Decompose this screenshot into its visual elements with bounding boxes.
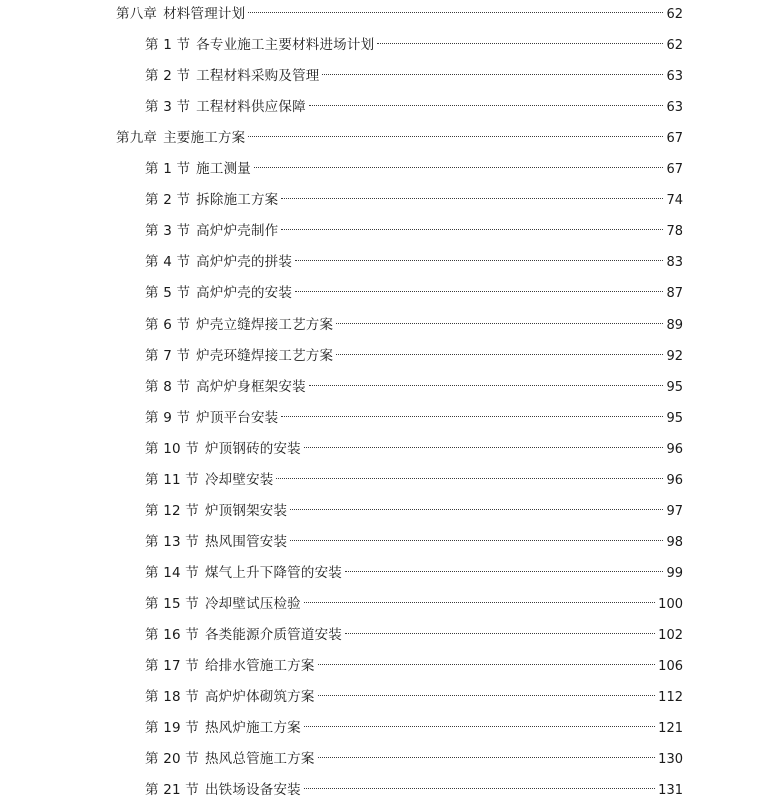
toc-page-number: 62 bbox=[666, 38, 683, 54]
toc-entry-title: 出铁场设备安装 bbox=[204, 782, 301, 799]
dot-leader bbox=[304, 447, 664, 448]
dot-leader bbox=[318, 757, 656, 758]
dot-leader bbox=[254, 167, 663, 168]
toc-entry-title: 炉顶钢砖的安装 bbox=[204, 440, 301, 457]
toc-entry-title: 工程材料采购及管理 bbox=[196, 68, 320, 85]
toc-page-number: 96 bbox=[666, 472, 683, 488]
toc-entry-number: 第 17 节 bbox=[145, 658, 199, 675]
toc-entry-number: 第 16 节 bbox=[145, 627, 199, 643]
toc-entry-title: 高炉炉壳的拼装 bbox=[196, 254, 293, 271]
toc-entry-number: 第 18 节 bbox=[145, 689, 199, 706]
toc-entry-number: 第 9 节 bbox=[145, 409, 191, 426]
toc-entry-label bbox=[145, 744, 315, 775]
toc-page-number: 97 bbox=[666, 503, 683, 519]
toc-section-entry[interactable] bbox=[145, 92, 683, 123]
toc-entry-number: 第 14 节 bbox=[145, 564, 199, 581]
dot-leader bbox=[248, 136, 663, 137]
toc-entry-number: 第 1 节 bbox=[145, 161, 191, 178]
toc-entry-title: 冷却壁试压检验 bbox=[204, 595, 301, 612]
toc-page-number: 98 bbox=[666, 534, 683, 550]
dot-leader bbox=[295, 260, 663, 261]
toc-entry-label bbox=[145, 92, 306, 123]
toc-page-number: 62 bbox=[666, 7, 683, 22]
toc-section-entry[interactable] bbox=[145, 651, 683, 682]
dot-leader bbox=[377, 43, 663, 44]
toc-entry-number: 第八章 bbox=[116, 6, 158, 22]
toc-entry-label bbox=[145, 651, 315, 682]
toc-section-entry[interactable] bbox=[145, 713, 683, 744]
toc-section-entry[interactable] bbox=[145, 403, 683, 434]
toc-entry-label bbox=[145, 713, 301, 744]
toc-entry-label bbox=[116, 0, 245, 30]
toc-entry-label bbox=[145, 558, 342, 589]
dot-leader bbox=[295, 291, 663, 292]
dot-leader bbox=[276, 478, 663, 479]
toc-entry-number: 第 2 节 bbox=[145, 192, 191, 209]
dot-leader bbox=[281, 229, 663, 230]
toc-entry-number: 第 11 节 bbox=[145, 471, 199, 488]
toc-section-entry[interactable] bbox=[145, 496, 683, 527]
toc-entry-number: 第 5 节 bbox=[145, 285, 191, 302]
toc-entry-number: 第 6 节 bbox=[145, 316, 191, 333]
toc-page-number: 130 bbox=[658, 752, 683, 768]
toc-entry-title: 各专业施工主要材料进场计划 bbox=[196, 37, 375, 54]
toc-section-entry[interactable] bbox=[145, 682, 683, 713]
toc-section-entry[interactable] bbox=[145, 775, 683, 806]
toc-entry-title: 炉壳立缝焊接工艺方案 bbox=[196, 316, 334, 333]
toc-entry-label bbox=[145, 620, 342, 651]
toc-page-number: 74 bbox=[666, 193, 683, 209]
toc-page-number: 112 bbox=[658, 690, 683, 706]
toc-page-number: 131 bbox=[658, 783, 683, 799]
toc-entry-title: 给排水管施工方案 bbox=[204, 658, 315, 675]
toc-section-entry[interactable] bbox=[145, 154, 683, 185]
toc-section-entry[interactable] bbox=[145, 372, 683, 403]
toc-entry-title: 热风总管施工方案 bbox=[204, 751, 315, 768]
dot-leader bbox=[336, 354, 663, 355]
toc-page-number: 121 bbox=[658, 721, 683, 737]
toc-entry-title: 炉壳环缝焊接工艺方案 bbox=[196, 347, 334, 364]
toc-section-entry[interactable] bbox=[145, 341, 683, 372]
toc-entry-label bbox=[145, 434, 301, 465]
toc-entry-label bbox=[145, 278, 292, 309]
toc-entry-label bbox=[145, 775, 301, 806]
toc-page-number: 63 bbox=[666, 69, 683, 85]
toc-entry-label bbox=[145, 682, 315, 713]
toc-section-entry[interactable] bbox=[145, 247, 683, 278]
toc-entry-title: 高炉炉壳制作 bbox=[196, 223, 279, 240]
toc-page-number: 99 bbox=[666, 565, 683, 581]
toc-section-entry[interactable] bbox=[145, 558, 683, 589]
toc-entry-number: 第 10 节 bbox=[145, 440, 199, 457]
dot-leader bbox=[281, 198, 663, 199]
dot-leader bbox=[281, 416, 663, 417]
toc-section-entry[interactable] bbox=[145, 30, 683, 61]
toc-entry-title: 炉顶平台安装 bbox=[196, 409, 279, 426]
toc-entry-label bbox=[145, 154, 251, 185]
dot-leader bbox=[309, 105, 664, 106]
toc-entry-label bbox=[145, 30, 374, 61]
toc-chapter-entry[interactable] bbox=[116, 123, 683, 154]
toc-entry-number: 第 3 节 bbox=[145, 223, 191, 240]
toc-entry-label bbox=[145, 341, 333, 372]
toc-section-entry[interactable] bbox=[145, 185, 683, 216]
toc-entry-number: 第九章 bbox=[116, 130, 158, 147]
toc-entry-label bbox=[145, 216, 278, 247]
dot-leader bbox=[309, 385, 664, 386]
toc-page-number: 102 bbox=[658, 628, 683, 643]
toc-section-entry[interactable] bbox=[145, 589, 683, 620]
toc-entry-title: 热风围管安装 bbox=[204, 533, 288, 550]
toc-entry-label bbox=[145, 372, 306, 403]
toc-entry-title: 拆除施工方案 bbox=[196, 192, 279, 209]
toc-page-number: 95 bbox=[666, 410, 683, 426]
toc-page-number: 83 bbox=[666, 255, 683, 271]
toc-entry-title: 冷却壁安装 bbox=[204, 471, 274, 488]
toc-page-number: 67 bbox=[666, 162, 683, 178]
toc-entry-label bbox=[145, 403, 278, 434]
dot-leader bbox=[318, 695, 656, 696]
toc-entry-title: 炉顶钢架安装 bbox=[204, 502, 288, 519]
toc-entry-title: 热风炉施工方案 bbox=[204, 720, 301, 737]
toc-entry-title: 工程材料供应保障 bbox=[196, 99, 306, 116]
toc-entry-label bbox=[116, 123, 245, 154]
toc-entry-label bbox=[145, 247, 292, 278]
toc-section-entry[interactable] bbox=[145, 744, 683, 775]
toc-entry-title: 高炉炉体砌筑方案 bbox=[204, 689, 315, 706]
toc-entry-title: 高炉炉壳的安装 bbox=[196, 285, 293, 302]
dot-leader bbox=[318, 664, 656, 665]
toc-entry-label bbox=[145, 465, 273, 496]
toc-entry-number: 第 1 节 bbox=[145, 37, 191, 54]
toc-page-number: 92 bbox=[666, 348, 683, 364]
toc-section-entry[interactable] bbox=[145, 434, 683, 465]
toc-page-number: 89 bbox=[666, 317, 683, 333]
toc-entry-title: 各类能源介质管道安装 bbox=[204, 627, 342, 643]
toc-chapter-entry[interactable] bbox=[116, 0, 683, 30]
toc-entry-label bbox=[145, 185, 278, 216]
toc-page-number: 100 bbox=[658, 596, 683, 612]
toc-page-number: 78 bbox=[666, 224, 683, 240]
dot-leader bbox=[322, 74, 663, 75]
toc-entry-number: 第 7 节 bbox=[145, 347, 191, 364]
toc-entry-label bbox=[145, 589, 301, 620]
toc-page-number: 96 bbox=[666, 441, 683, 457]
dot-leader bbox=[290, 540, 663, 541]
toc-page-number: 106 bbox=[658, 659, 683, 675]
toc-entry-number: 第 15 节 bbox=[145, 595, 199, 612]
dot-leader bbox=[304, 726, 655, 727]
toc-section-entry[interactable] bbox=[145, 61, 683, 92]
toc-entry-label bbox=[145, 61, 319, 92]
toc-entry-title: 施工测量 bbox=[196, 161, 251, 178]
toc-entry-number: 第 21 节 bbox=[145, 782, 199, 799]
toc-entry-number: 第 8 节 bbox=[145, 378, 191, 395]
toc-page-number: 95 bbox=[666, 379, 683, 395]
toc-page-number: 63 bbox=[666, 100, 683, 116]
toc-section-entry[interactable] bbox=[145, 278, 683, 309]
toc-entry-title: 高炉炉身框架安装 bbox=[196, 378, 306, 395]
toc-entry-title: 煤气上升下降管的安装 bbox=[204, 564, 342, 581]
toc-entry-title: 材料管理计划 bbox=[163, 6, 246, 22]
toc-section-entry[interactable] bbox=[145, 216, 683, 247]
toc-entry-label bbox=[145, 527, 287, 558]
toc-entry-number: 第 4 节 bbox=[145, 254, 191, 271]
toc-entry-number: 第 12 节 bbox=[145, 502, 199, 519]
toc-entry-number: 第 19 节 bbox=[145, 720, 199, 737]
toc-entry-label bbox=[145, 496, 287, 527]
toc-section-entry[interactable] bbox=[145, 465, 683, 496]
toc-page-number: 67 bbox=[666, 131, 683, 147]
dot-leader bbox=[304, 602, 655, 603]
dot-leader bbox=[336, 323, 663, 324]
toc-entry-title: 主要施工方案 bbox=[163, 130, 246, 147]
toc-entry-number: 第 2 节 bbox=[145, 68, 191, 85]
dot-leader bbox=[248, 12, 663, 13]
toc-section-entry[interactable] bbox=[145, 620, 683, 651]
toc-entry-label bbox=[145, 310, 333, 341]
toc-section-entry[interactable] bbox=[145, 310, 683, 341]
toc-page-number: 87 bbox=[666, 286, 683, 302]
toc-entry-number: 第 13 节 bbox=[145, 533, 199, 550]
dot-leader bbox=[345, 633, 655, 634]
dot-leader bbox=[290, 509, 663, 510]
toc-section-entry[interactable] bbox=[145, 527, 683, 558]
dot-leader bbox=[304, 788, 655, 789]
dot-leader bbox=[345, 571, 663, 572]
toc-entry-number: 第 20 节 bbox=[145, 751, 199, 768]
toc-entry-number: 第 3 节 bbox=[145, 99, 191, 116]
